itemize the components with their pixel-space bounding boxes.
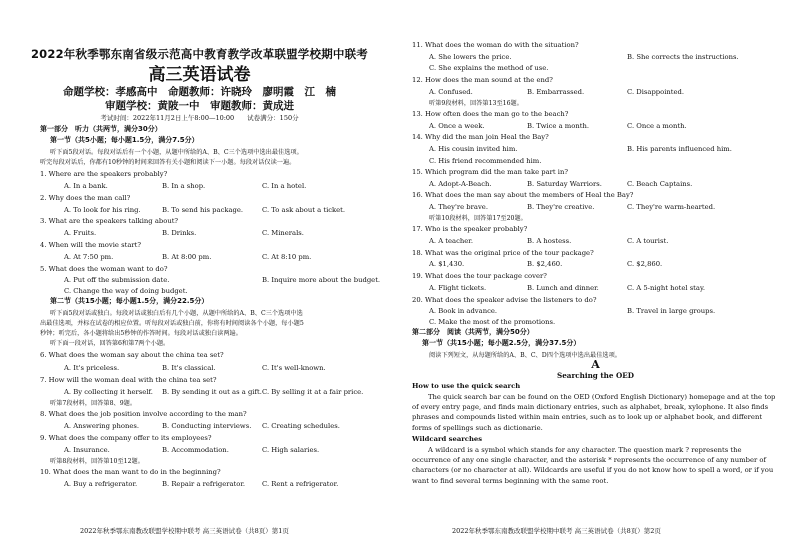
credit-line-2: 审题学校：黄陂一中 审题教师：黄成进 bbox=[105, 100, 294, 112]
q15-option-b: B. Saturday Warriors. bbox=[527, 180, 602, 188]
q10-option-c: C. Rent a refrigerator. bbox=[262, 480, 339, 488]
q7-option-a: A. By collecting it herself. bbox=[64, 388, 153, 396]
question-4: 4. When will the movie start? bbox=[40, 241, 141, 249]
section1-instructions-2: 听完每段对话后，你都有10秒钟的时间来回答有关小题和阅读下一小题。每段对话仅读一遍。 bbox=[40, 159, 296, 166]
q19-option-a: A. Flight tickets. bbox=[429, 284, 487, 292]
section1-heading: 第一节（共5小题；每小题1.5分，满分7.5分） bbox=[50, 136, 199, 144]
q15-option-c: C. Beach Captains. bbox=[627, 180, 693, 188]
question-16: 16. What does the man say about the members of Heal the Bay? bbox=[412, 191, 634, 199]
heading-quick-search: How to use the quick search bbox=[412, 382, 521, 390]
q5-option-c: C. Change the way of doing budget. bbox=[64, 287, 188, 295]
part2-heading: 第二部分 阅读（共两节，满分50分） bbox=[412, 328, 534, 336]
exam-title: 2022年秋季鄂东南省级示范高中教育教学改革联盟学校期中联考 bbox=[30, 47, 368, 61]
q10-option-b: B. Repair a refrigerator. bbox=[162, 480, 246, 488]
question-9: 9. What does the company offer to its employees? bbox=[40, 434, 212, 442]
q2-option-c: C. To ask about a ticket. bbox=[262, 206, 346, 214]
q6-option-a: A. It's priceless. bbox=[64, 364, 120, 372]
section2-instructions-4: 听下面一段对话，回答第6和第7两个小题。 bbox=[50, 340, 170, 347]
question-3: 3. What are the speakers talking about? bbox=[40, 217, 179, 225]
instruction-q17-q20: 听第10段材料，回答第17至20题。 bbox=[429, 215, 527, 222]
right-page bbox=[397, 0, 794, 550]
q17-option-c: C. A tourist. bbox=[627, 237, 669, 245]
question-19: 19. What does the tour package cover? bbox=[412, 272, 547, 280]
q5-option-a: A. Put off the submission date. bbox=[64, 276, 170, 284]
question-8: 8. What does the job position involve according to the man? bbox=[40, 410, 247, 418]
question-14: 14. Why did the man join Heal the Bay? bbox=[412, 133, 549, 141]
paragraph-wildcard: A wildcard is a symbol which stands for any character. The question mark ? represents the occurrence of any one single character, and the asterisk * represents the occurrence of any number of characters (or no character at all). Wildcards are useful if you do not know how to spell a word, or if you want to find several terms beginning with the same root. bbox=[412, 446, 774, 485]
page-footer-1: 2022年秋季鄂东南教改联盟学校期中联考 高三英语试卷（共8页）第1页 bbox=[80, 527, 289, 535]
question-2: 2. Why does the man call? bbox=[40, 194, 131, 202]
page-footer-2: 2022年秋季鄂东南教改联盟学校期中联考 高三英语试卷（共8页）第2页 bbox=[452, 527, 661, 535]
q16-option-b: B. They're creative. bbox=[527, 203, 595, 211]
q3-option-b: B. Drinks. bbox=[162, 229, 197, 237]
q16-option-a: A. They're brave. bbox=[429, 203, 488, 211]
q3-option-a: A. Fruits. bbox=[64, 229, 97, 237]
section2-instructions-1: 听下面5段对话或独白。每段对话或独白后有几个小题，从题中所给的A、B、C三个选项中选 bbox=[50, 310, 303, 317]
q8-option-b: B. Conducting interviews. bbox=[162, 422, 252, 430]
q1-option-c: C. In a hotel. bbox=[262, 182, 307, 190]
q20-option-b: B. Travel in large groups. bbox=[627, 307, 716, 315]
part1-heading: 第一部分 听力（共两节，满分30分） bbox=[40, 125, 162, 133]
paragraph-quick-search: The quick search bar can be found on the OED (Oxford English Dictionary) homepage and at the top of every entry page, and finds main dictionary entries, such as alphabet, break, xylophone. It also finds phrases and compounds listed within main entries, such as to look up or alphabet book, and different forms of spellings such as dictionarie. bbox=[412, 393, 776, 432]
q3-option-c: C. Minerals. bbox=[262, 229, 304, 237]
question-5: 5. What does the woman want to do? bbox=[40, 265, 168, 273]
q8-option-c: C. Creating schedules. bbox=[262, 422, 340, 430]
q18-option-a: A. $1,430. bbox=[429, 260, 465, 268]
instruction-q10-q12: 听第8段材料，回答第10至12题。 bbox=[50, 458, 144, 465]
q4-option-c: C. At 8:10 pm. bbox=[262, 253, 312, 261]
question-17: 17. Who is the speaker probably? bbox=[412, 225, 528, 233]
q1-option-a: A. In a bank. bbox=[64, 182, 108, 190]
reading-section1-heading: 第一节（共15小题；每小题2.5分，满分37.5分） bbox=[422, 339, 581, 347]
reading-instructions: 阅读下列短文，从每题所给的A、B、C、D四个选项中选出最佳选项。 bbox=[429, 352, 621, 359]
q17-option-b: B. A hostess. bbox=[527, 237, 572, 245]
section2-instructions-2: 出最佳选项，并标在试卷的相应位置。听每段对话或独白前，你将有时间阅读各个小题，每小题5 bbox=[40, 320, 304, 327]
q18-option-c: C. $2,860. bbox=[627, 260, 663, 268]
question-1: 1. Where are the speakers probably? bbox=[40, 170, 168, 178]
q12-option-b: B. Embarrassed. bbox=[527, 88, 585, 96]
q9-option-b: B. Accommodation. bbox=[162, 446, 229, 454]
q2-option-b: B. To send his package. bbox=[162, 206, 244, 214]
instruction-q13-q16: 听第9段材料，回答第13至16题。 bbox=[429, 100, 523, 107]
q17-option-a: A. A teacher. bbox=[429, 237, 473, 245]
exam-subtitle: 高三英语试卷 bbox=[148, 65, 251, 85]
q20-option-c: C. Make the most of the promotions. bbox=[429, 318, 556, 326]
q15-option-a: A. Adopt-A-Beach. bbox=[429, 180, 492, 188]
q2-option-a: A. To look for his ring. bbox=[64, 206, 141, 214]
instruction-q8-q9: 听第7段材料，回答第8、9题。 bbox=[50, 400, 137, 407]
q6-option-c: C. It's well-known. bbox=[262, 364, 326, 372]
q16-option-c: C. They're warm-hearted. bbox=[627, 203, 716, 211]
heading-wildcard: Wildcard searches bbox=[412, 435, 483, 443]
section1-instructions-1: 听下面5段对话。每段对话后有一个小题，从题中所给的A、B、C三个选项中选出最佳选项。 bbox=[50, 149, 303, 156]
q14-option-c: C. His friend recommended him. bbox=[429, 157, 542, 165]
q14-option-b: B. His parents influenced him. bbox=[627, 145, 732, 153]
question-12: 12. How does the man sound at the end? bbox=[412, 76, 553, 84]
q11-option-b: B. She corrects the instructions. bbox=[627, 53, 739, 61]
question-11: 11. What does the woman do with the situation? bbox=[412, 41, 579, 49]
question-15: 15. Which program did the man take part in? bbox=[412, 168, 568, 176]
q20-option-a: A. Book in advance. bbox=[429, 307, 498, 315]
q13-option-a: A. Once a week. bbox=[429, 122, 485, 130]
section2-heading: 第二节（共15小题；每小题1.5分，满分22.5分） bbox=[50, 297, 209, 305]
q19-option-c: C. A 5-night hotel stay. bbox=[627, 284, 706, 292]
question-10: 10. What does the man want to do in the beginning? bbox=[40, 468, 221, 476]
q9-option-a: A. Insurance. bbox=[64, 446, 110, 454]
q10-option-a: A. Buy a refrigerator. bbox=[64, 480, 138, 488]
exam-info: 考试时间：2022年11月2日上午8:00—10:00 试卷满分：150分 bbox=[100, 114, 299, 122]
q13-option-b: B. Twice a month. bbox=[527, 122, 589, 130]
q7-option-c: C. By selling it at a fair price. bbox=[262, 388, 364, 396]
q14-option-a: A. His cousin invited him. bbox=[429, 145, 518, 153]
section2-instructions-3: 秒钟；听完后，各小题将给出5秒钟的作答时间。每段对话或独白读两遍。 bbox=[40, 330, 242, 337]
q1-option-b: B. In a shop. bbox=[162, 182, 206, 190]
q11-option-a: A. She lowers the price. bbox=[429, 53, 512, 61]
q12-option-c: C. Disappointed. bbox=[627, 88, 685, 96]
q18-option-b: B. $2,460. bbox=[527, 260, 563, 268]
q19-option-b: B. Lunch and dinner. bbox=[527, 284, 599, 292]
credit-line-1: 命题学校：孝感高中 命题教师：许晓玲 廖明霞 江 楠 bbox=[63, 86, 336, 98]
q9-option-c: C. High salaries. bbox=[262, 446, 320, 454]
q13-option-c: C. Once a month. bbox=[627, 122, 687, 130]
q8-option-a: A. Answering phones. bbox=[64, 422, 140, 430]
passage-title: Searching the OED bbox=[557, 371, 634, 380]
question-6: 6. What does the woman say about the china tea set? bbox=[40, 351, 224, 359]
question-20: 20. What does the speaker advise the listeners to do? bbox=[412, 296, 597, 304]
question-13: 13. How often does the man go to the beach? bbox=[412, 110, 569, 118]
q4-option-b: B. At 8:00 pm. bbox=[162, 253, 212, 261]
q7-option-b: B. By sending it out as a gift. bbox=[162, 388, 262, 396]
q6-option-b: B. It's classical. bbox=[162, 364, 216, 372]
q4-option-a: A. At 7:50 pm. bbox=[64, 253, 114, 261]
question-7: 7. How will the woman deal with the china tea set? bbox=[40, 376, 217, 384]
passage-letter: A bbox=[591, 358, 600, 371]
q5-option-b: B. Inquire more about the budget. bbox=[262, 276, 381, 284]
q11-option-c: C. She explains the method of use. bbox=[429, 64, 549, 72]
q12-option-a: A. Confused. bbox=[429, 88, 473, 96]
question-18: 18. What was the original price of the tour package? bbox=[412, 249, 594, 257]
